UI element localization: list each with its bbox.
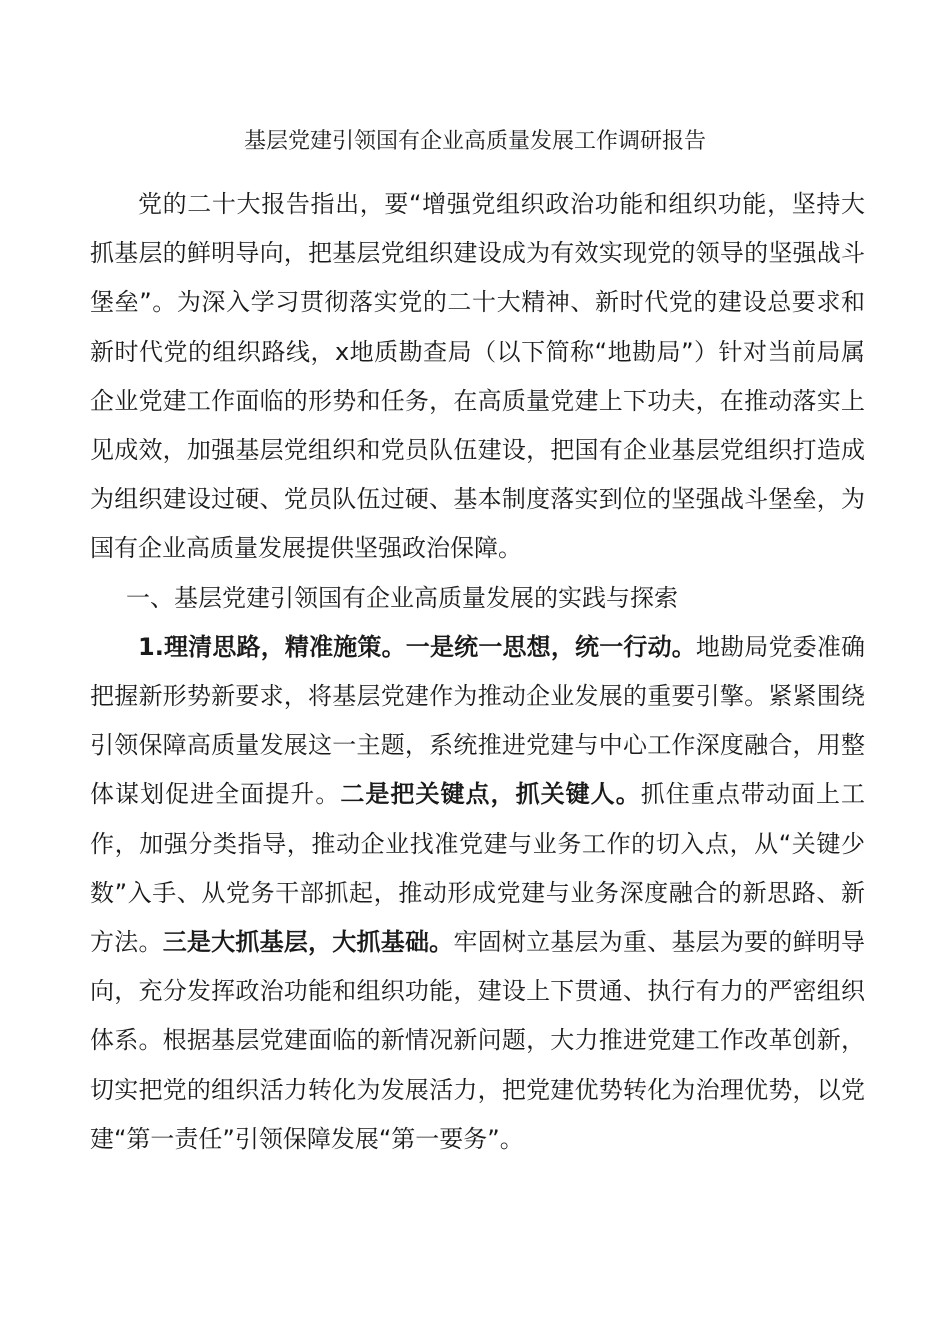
document-body bbox=[90, 180, 865, 1164]
section-1-paragraph bbox=[90, 623, 865, 1164]
point-1-heading: 一是统一思想，统一行动。 bbox=[405, 632, 696, 661]
point-3-heading: 三是大抓基层，大抓基础。 bbox=[162, 928, 454, 957]
section-1-heading: 一、基层党建引领国有企业高质量发展的实践与探索 bbox=[126, 583, 678, 612]
point-2-heading: 二是把关键点，抓关键人。 bbox=[340, 780, 641, 809]
point-3-text: 牢固树立基层为重、基层为要的鲜明导向，充分发挥政治功能和组织功能，建设上下贯通、执行有力的严密组织体系。根据基层党建面临的新情况新问题，大力推进党建工作改革创新，切实把党的组织活力转化为发展活力，把党建优势转化为治理优势，以党建“第一责任”引领保障发展“第一要务”。 bbox=[90, 928, 866, 1153]
point-1-text: 地勘局党委准确把握新形势新要求，将基层党建作为推动企业发展的重要引擎。紧紧围绕引领保障高质量发展这一主题，系统推进党建与中心工作深度融合，用整体谋划促进全面提升。 bbox=[90, 632, 865, 809]
document-title: 基层党建引领国有企业高质量发展工作调研报告 bbox=[243, 129, 706, 154]
intro-paragraph: 党的二十大报告指出，要“增强党组织政治功能和组织功能，坚持大抓基层的鲜明导向，把基层党组织建设成为有效实现党的领导的坚强战斗堡垒”。为深入学习贯彻落实党的二十大精神、新时代党的建设总要求和新时代党的组织路线，x地质勘查局（以下简称“地勘局”）针对当前局属企业党建工作面临的形势和任务，在高质量党建上下功夫，在推动落实上见成效，加强基层党组织和党员队伍建设，把国有企业基层党组织打造成为组织建设过硬、党员队伍过硬、基本制度落实到位的坚强战斗堡垒，为国有企业高质量发展提供坚强政治保障。 bbox=[90, 190, 865, 563]
point-2-text: 抓住重点带动面上工作，加强分类指导，推动企业找准党建与业务工作的切入点，从“关键少数”入手、从党务干部抓起，推动形成党建与业务深度融合的新思路、新方法。 bbox=[90, 780, 866, 957]
subsection-title: 1.理清思路，精准施策。 bbox=[138, 632, 406, 661]
